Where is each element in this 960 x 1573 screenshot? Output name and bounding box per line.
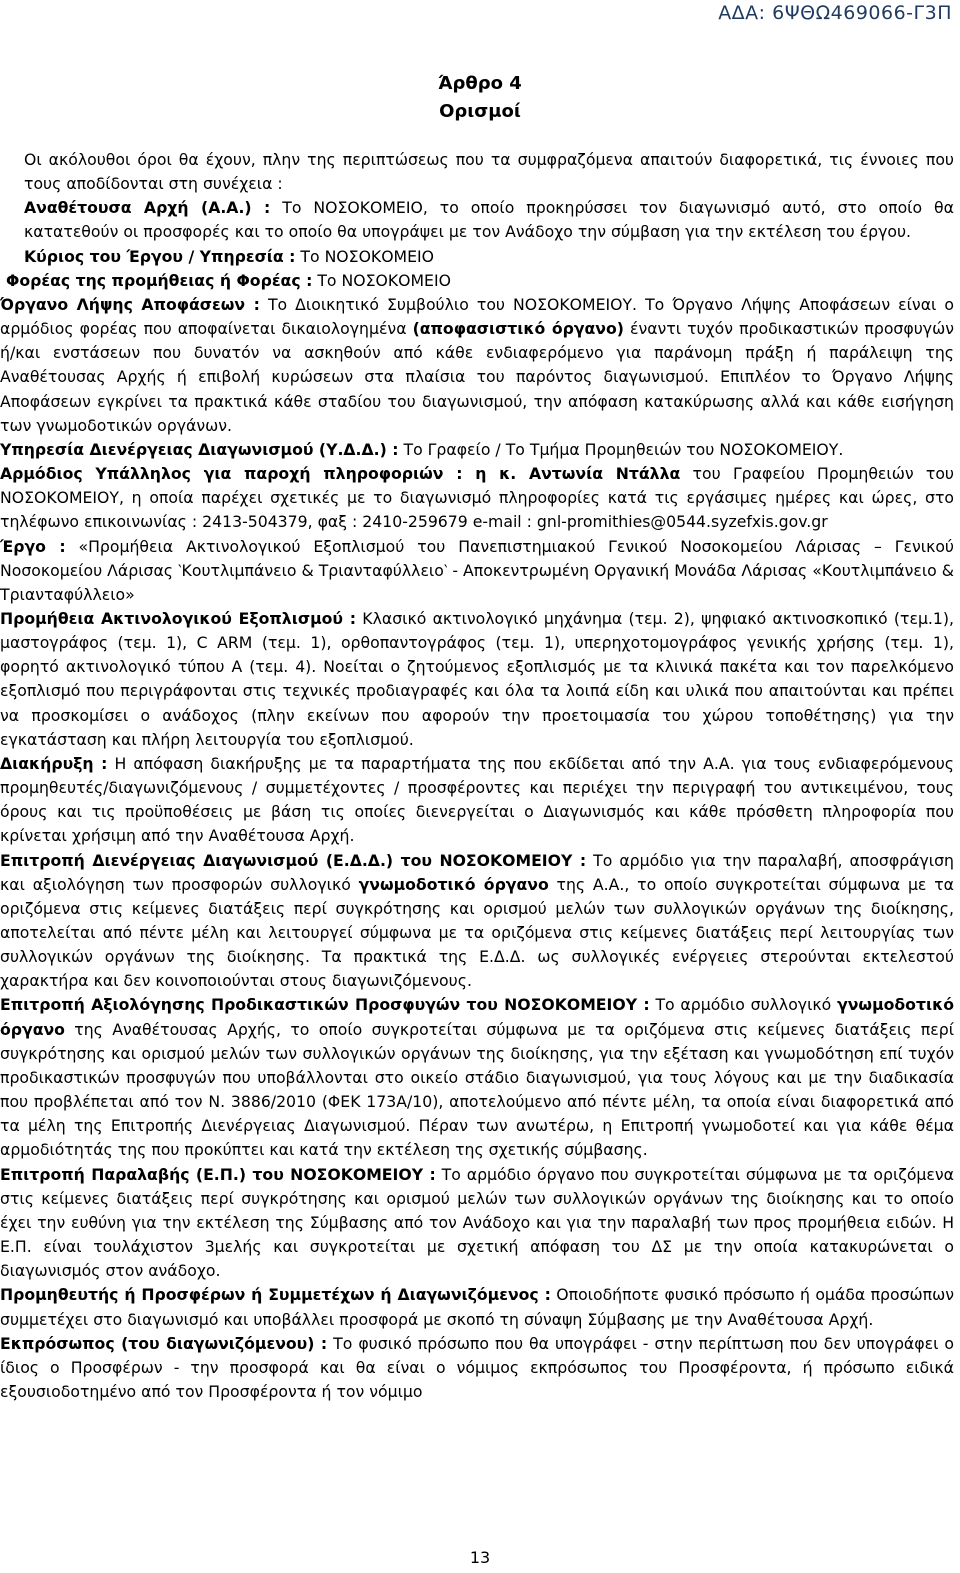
def-term: Φορέας της προμήθειας ή Φορέας : xyxy=(6,270,313,290)
def-term: Προμήθεια Ακτινολογικού Εξοπλισμού : xyxy=(0,608,357,628)
def-promitheutis: Προμηθευτής ή Προσφέρων ή Συμμετέχων ή Διαγωνιζόμενος : Οποιοδήποτε φυσικό πρόσωπο ή ομάδα προσώπων συμμετέχει στο διαγωνισμό και υποβάλλει προσφορά με σκοπό τη σύναψη Σύμβασης με την Αναθέτουσα Αρχή. xyxy=(0,1285,955,1329)
def-yde: Υπηρεσία Διενέργειας Διαγωνισμού (Υ.Δ.Δ.) : Το Γραφείο / Το Τμήμα Προμηθειών του ΝΟΣΟΚΟΜΕΙΟΥ. xyxy=(0,439,844,459)
article-number: Άρθρο 4 xyxy=(438,73,522,94)
def-term: Κύριος του Έργου / Υπηρεσία : xyxy=(24,246,296,266)
page-number: 13 xyxy=(469,1548,491,1567)
article-title: Ορισμοί xyxy=(439,101,521,122)
def-term: Επιτροπή Διενέργειας Διαγωνισμού (Ε.Δ.Δ.) του ΝΟΣΟΚΟΜΕΙΟΥ : xyxy=(0,850,587,870)
def-kyrios-ergou: Κύριος του Έργου / Υπηρεσία : Το ΝΟΣΟΚΟΜΕΙΟ xyxy=(24,246,434,266)
def-term: Αναθέτουσα Αρχή (Α.Α.) : xyxy=(24,198,271,218)
def-ergo: Έργο : «Προμήθεια Ακτινολογικού Εξοπλισμού του Πανεπιστημιακού Γενικού Νοσοκομείου Λάρισας – Γενικού Νοσοκομείου Λάρισας ‵Κουτλιμπάνειο & Τριανταφύλλειο‵ - Αποκεντρωμένη Οργανική Μονάδα Λάρισας «Κουτλιμπάνειο & Τριανταφύλλειο» xyxy=(0,536,954,604)
intro-paragraph: Οι ακόλουθοι όροι θα έχουν, πλην της περιπτώσεως που τα συμφραζόμενα απαιτούν διαφορετικά, τις έννοιες που τους αποδίδονται στη συνέχεια : xyxy=(24,150,954,194)
def-foreas: Φορέας της προμήθειας ή Φορέας : Το ΝΟΣΟΚΟΜΕΙΟ xyxy=(6,270,451,290)
def-term: Όργανο Λήψης Αποφάσεων : xyxy=(0,294,260,314)
def-term: Επιτροπή Παραλαβής (Ε.Π.) του ΝΟΣΟΚΟΜΕΙΟΥ : xyxy=(0,1164,436,1184)
def-ep: Επιτροπή Παραλαβής (Ε.Π.) του ΝΟΣΟΚΟΜΕΙΟΥ : Το αρμόδιο όργανο που συγκροτείται σύμφωνα με τα οριζόμενα στις κείμενες διατάξεις περί συγκρότησης και ορισμού μελών των συλλογικών οργάνων της διοίκησης και το οποίο έχει την ευθύνη για την εκτέλεση της Σύμβασης από τον Ανάδοχο και για την παραλαβή των προς προμήθεια ειδών. Η Ε.Π. είναι τουλάχιστον 3μελής και συγκροτείται με σχετική απόφαση του ΔΣ με την οποία κατακυρώνεται ο διαγωνισμός στον ανάδοχο. xyxy=(0,1164,954,1281)
def-eapp: Επιτροπή Αξιολόγησης Προδικαστικών Προσφυγών του ΝΟΣΟΚΟΜΕΙΟΥ : Το αρμόδιο συλλογικό γνωμοδοτικό όργανο της Αναθέτουσας Αρχής, το οποίο συγκροτείται σύμφωνα με τα οριζόμενα στις κείμενες διατάξεις περί συγκρότησης και ορισμού μελών των συλλογικών οργάνων της διοίκησης, για την εξέταση και γνωμοδότηση επί τυχόν προδικαστικών προσφυγών που υποβάλλονται στο οικείο στάδιο διαγωνισμού, για τους λόγους και με την διαδικασία που προβλέπεται από τον Ν. 3886/2010 (ΦΕΚ 173Α/10), αποτελούμενο από πέντε μέλη, τα οποία είναι διαφορετικά από τα μέλη της Επιτροπής Διενέργειας Διαγωνισμού. Πέραν των ανωτέρω, η Επιτροπή γνωμοδοτεί και για κάθε θέμα αρμοδιότητάς της που προκύπτει και κατά την εκτέλεση της σχετικής σύμβασης. xyxy=(0,995,954,1160)
def-term: Προμηθευτής ή Προσφέρων ή Συμμετέχων ή Διαγωνιζόμενος : xyxy=(0,1285,551,1305)
def-diakirixi: Διακήρυξη : Η απόφαση διακήρυξης με τα παραρτήματα της που εκδίδεται από την Α.Α. για τους ενδιαφερόμενους προμηθευτές/διαγωνιζόμενους / συμμετέχοντες / προσφέροντες και περιέχει την περιγραφή του αντικειμένου, τους όρους και τις προϋποθέσεις με βάση τις οποίες διενεργείται ο Διαγωνισμός και κάθε πρόσθετη πληροφορία που κρίνεται χρήσιμη από την Αναθέτουσα Αρχή. xyxy=(0,753,954,846)
def-ede: Επιτροπή Διενέργειας Διαγωνισμού (Ε.Δ.Δ.) του ΝΟΣΟΚΟΜΕΙΟΥ : Το αρμόδιο για την παραλαβή, αποσφράγιση και αξιολόγηση των προσφορών συλλογικό γνωμοδοτικό όργανο της Α.Α., το οποίο συγκροτείται σύμφωνα με τα οριζόμενα στις κείμενες διατάξεις περί συγκρότησης και ορισμού μελών των συλλογικών οργάνων της διοίκησης, αποτελείται από πέντε μέλη και λειτουργεί σύμφωνα με τα οριζόμενα στις κείμενες διατάξεις περί λειτουργίας των συλλογικών οργάνων της διοίκησης. Τα πρακτικά της Ε.Δ.Δ. ως συλλογικές ενέργειες στερούνται εκτελεστού χαρακτήρα και δεν κοινοποιούνται στους διαγωνιζόμενους. xyxy=(0,850,954,991)
def-term: Εκπρόσωπος (του διαγωνιζόμενου) : xyxy=(0,1333,328,1353)
def-organo-lipsis: Όργανο Λήψης Αποφάσεων : Το Διοικητικό Συμβούλιο του ΝΟΣΟΚΟΜΕΙΟΥ. Το Όργανο Λήψης Αποφάσεων είναι ο αρμόδιος φορέας που αποφαίνεται δικαιολογημένα (αποφασιστικό όργανο) έναντι τυχόν προδικαστικών προσφυγών ή/και ενστάσεων που δυνατόν να ασκηθούν από κάθε ενδιαφερόμενο για παράνομη πράξη ή παράλειψη της Αναθέτουσας Αρχής ή επιβολή κυρώσεων στα πλαίσια του παρόντος διαγωνισμού. Επιπλέον το Όργανο Λήψης Αποφάσεων εγκρίνει τα πρακτικά κάθε σταδίου του διαγωνισμού, την απόφαση κατακύρωσης αλλά και κάθε εισήγηση των γνωμοδοτικών οργάνων. xyxy=(0,294,954,435)
def-term: Υπηρεσία Διενέργειας Διαγωνισμού (Υ.Δ.Δ.) : xyxy=(0,439,399,459)
def-term: Επιτροπή Αξιολόγησης Προδικαστικών Προσφυγών του ΝΟΣΟΚΟΜΕΙΟΥ : xyxy=(0,995,650,1015)
def-armodios-ypallilos: Αρμόδιος Υπάλληλος για παροχή πληροφοριών : η κ. Αντωνία Ντάλλα του Γραφείου Προμηθειών του ΝΟΣΟΚΟΜΕΙΟΥ, η οποία παρέχει σχετικές με το διαγωνισμό πληροφορίες κατά τις εργάσιμες ημέρες και ώρες, στο τηλέφωνο επικοινωνίας : 2413-504379, φαξ : 2410-259679 e-mail : gnl-promithies@0544.syzefxis.gov.gr xyxy=(0,464,954,532)
def-term: Διακήρυξη : xyxy=(0,753,108,773)
ada-code: ΑΔΑ: 6ΨΘΩ469066-Γ3Π xyxy=(718,2,952,24)
def-term: Αρμόδιος Υπάλληλος για παροχή πληροφοριών : xyxy=(0,464,463,484)
document-body xyxy=(0,70,960,1404)
def-anathetousa-arxi: Αναθέτουσα Αρχή (Α.Α.) : Το ΝΟΣΟΚΟΜΕΙΟ, το οποίο προκηρύσσει τον διαγωνισμό αυτό, στο οποίο θα κατατεθούν οι προσφορές και το οποίο θα υπογράψει με τον Ανάδοχο την σύμβαση για την εκτέλεση του έργου. xyxy=(24,198,954,242)
def-ekprosopos: Εκπρόσωπος (του διαγωνιζόμενου) : Το φυσικό πρόσωπο που θα υπογράφει - στην περίπτωση που δεν υπογράφει ο ίδιος ο Προσφέρων - την προσφορά και θα είναι ο νόμιμος εκπρόσωπος του Προσφέροντα, ή πρόσωπο ειδικά εξουσιοδοτημένο από τον Προσφέροντα ή τον νόμιμο xyxy=(0,1333,954,1401)
def-promitheia: Προμήθεια Ακτινολογικού Εξοπλισμού : Κλασικό ακτινολογικό μηχάνημα (τεμ. 2), ψηφιακό ακτινοσκοπικό (τεμ.1), μαστογράφος (τεμ. 1), C ARM (τεμ. 1), ορθοπαντογράφος (τεμ. 1), υπερηχοτομογράφος γενικής χρήσης (τεμ. 1), φορητό ακτινολογικό τύπου Α (τεμ. 4). Νοείται ο ζητούμενος εξοπλισμός με τα κλινικά πακέτα και τον παρελκόμενο εξοπλισμό που περιγράφονται στις τεχνικές προδιαγραφές και όλα τα λοιπά είδη και υλικά που απαιτούνται και πρέπει να προσκομίσει ο ανάδοχος (πλην εκείνων που αφορούν την προετοιμασία του χώρου τοποθέτησης) για την εγκατάσταση και πλήρη λειτουργία του εξοπλισμού. xyxy=(0,608,954,749)
def-term: Έργο : xyxy=(0,536,66,556)
